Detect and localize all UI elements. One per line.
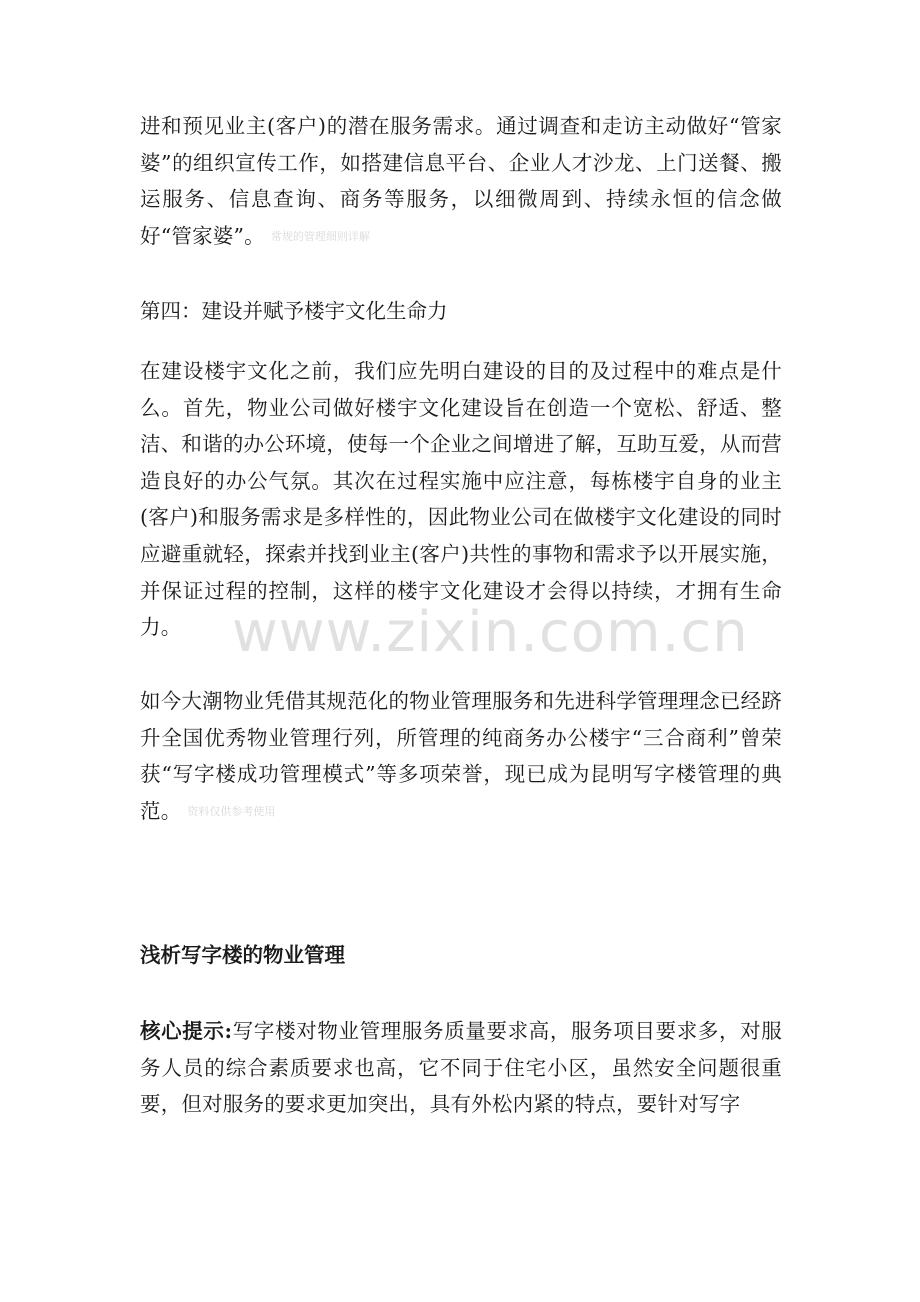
- faint-note: 资料仅供参考使用: [187, 804, 276, 818]
- paragraph-dachao-property: [140, 683, 782, 831]
- paragraph-building-culture: 在建设楼宇文化之前，我们应先明白建设的目的及过程中的难点是什么。首先，物业公司做好楼宇文化建设旨在创造一个宽松、舒适、整洁、和谐的办公环境，使每一个企业之间增进了解，互助互爱，从而营造良好的办公气氛。其次在过程实施中应注意，每栋楼宇自身的业主(客户)和服务需求是多样性的，因此物业公司在做楼宇文化建设的同时应避重就轻，探索并找到业主(客户)共性的事物和需求予以开展实施，并保证过程的控制，这样的楼宇文化建设才会得以持续，才拥有生命力。: [140, 359, 782, 640]
- core-tip-label: 核心提示:: [140, 1019, 233, 1043]
- article-title: 浅析写字楼的物业管理: [140, 943, 345, 967]
- site-watermark: www.zixin.com.cn: [232, 600, 749, 665]
- faint-note: 常规的管理细则详解: [270, 229, 370, 243]
- paragraph-core-tip: [140, 1013, 782, 1123]
- paragraph-service-needs: [140, 108, 782, 256]
- paragraph-text: 进和预见业主(客户)的潜在服务需求。通过调查和走访主动做好“管家婆”的组织宣传工作，如搭建信息平台、企业人才沙龙、上门送餐、搬运服务、信息查询、商务等服务，以细微周到、持续永恒的信念做好“管家婆”。: [140, 114, 782, 248]
- core-tip-text: 写字楼对物业管理服务质量要求高，服务项目要求多，对服务人员的综合素质要求也高，它不同于住宅小区，虽然安全问题很重要，但对服务的要求更加突出，具有外松内紧的特点，要针对写字: [140, 1019, 782, 1117]
- section-heading: 第四：建设并赋予楼宇文化生命力: [140, 299, 448, 323]
- paragraph-text: 如今大潮物业凭借其规范化的物业管理服务和先进科学管理理念已经跻升全国优秀物业管理行列，所管理的纯商务办公楼宇“三合商利”曾荣获“写字楼成功管理模式”等多项荣誉，现已成为昆明写字楼管理的典范。: [140, 689, 782, 823]
